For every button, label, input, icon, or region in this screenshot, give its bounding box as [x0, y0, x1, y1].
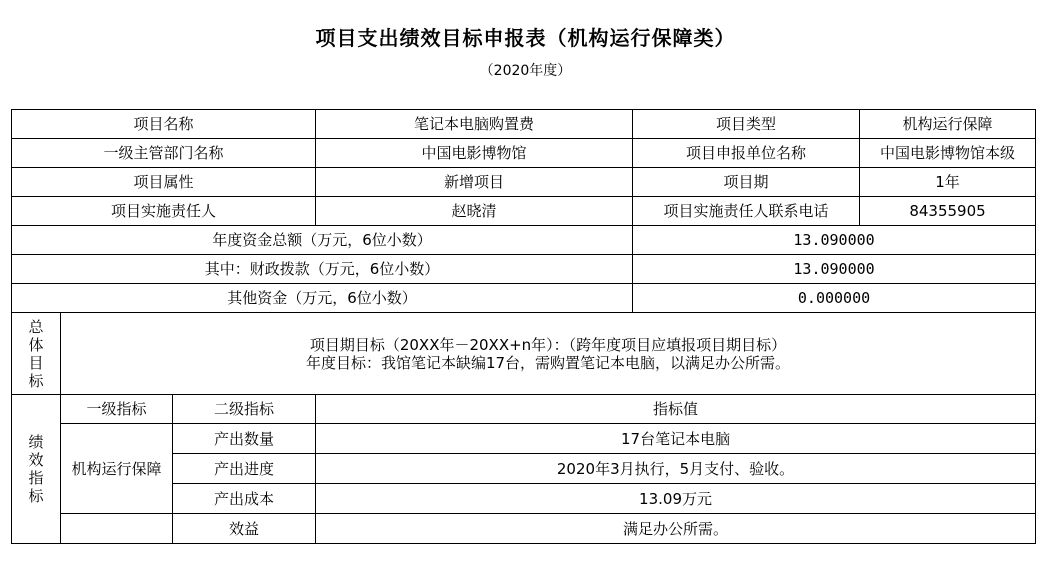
- level2-indicator: 产出数量: [173, 424, 316, 454]
- overall-goals-label: 总 体 目 标: [12, 313, 61, 395]
- indicator-value-header: 指标值: [316, 395, 1036, 424]
- level2-indicator: 效益: [173, 514, 316, 544]
- row-other-funds: [12, 284, 1036, 313]
- performance-goal-form: [11, 109, 1036, 544]
- page-subtitle-year: （2020年度）: [479, 63, 572, 79]
- project-period-value: 1年: [860, 168, 1036, 197]
- row-indicator-header: [12, 395, 1036, 424]
- project-attribute-value: 新增项目: [316, 168, 633, 197]
- other-funds-label: 其他资金（万元，6位小数）: [12, 284, 633, 313]
- page-title: 项目支出绩效目标申报表（机构运行保障类）: [315, 26, 736, 50]
- period-goal-text: 项目期目标（20XX年－20XX+n年）：（跨年度项目应填报项目期目标）: [309, 335, 787, 354]
- applicant-unit-value: 中国电影博物馆本级: [860, 139, 1036, 168]
- owner-phone-value: 84355905: [860, 197, 1036, 226]
- row-overall-goals: [12, 313, 1036, 395]
- row-owner: [12, 197, 1036, 226]
- level2-indicator-header: 二级指标: [173, 395, 316, 424]
- other-funds-value: 0.000000: [633, 284, 1036, 313]
- owner-label: 项目实施责任人: [12, 197, 316, 226]
- level2-indicator: 产出进度: [173, 454, 316, 484]
- total-funds-label: 年度资金总额（万元，6位小数）: [12, 226, 633, 255]
- department-label: 一级主管部门名称: [12, 139, 316, 168]
- project-name-label: 项目名称: [12, 110, 316, 139]
- project-attribute-label: 项目属性: [12, 168, 316, 197]
- project-type-value: 机构运行保障: [860, 110, 1036, 139]
- performance-indicators-label: 绩 效 指 标: [12, 395, 61, 544]
- project-period-label: 项目期: [633, 168, 860, 197]
- row-fiscal-funds: [12, 255, 1036, 284]
- row-department: [12, 139, 1036, 168]
- fiscal-funds-label: 其中：财政拨款（万元，6位小数）: [12, 255, 633, 284]
- indicator-value: 2020年3月执行，5月支付、验收。: [316, 454, 1036, 484]
- owner-value: 赵晓清: [316, 197, 633, 226]
- level1-indicator-header: 一级指标: [61, 395, 173, 424]
- row-project-name: [12, 110, 1036, 139]
- table-row: [12, 424, 1036, 454]
- annual-goal-text: 年度目标：我馆笔记本缺编17台，需购置笔记本电脑，以满足办公所需。: [305, 353, 791, 372]
- fiscal-funds-value: 13.090000: [633, 255, 1036, 284]
- level1-indicator-empty: [61, 514, 173, 544]
- project-type-label: 项目类型: [633, 110, 860, 139]
- total-funds-value: 13.090000: [633, 226, 1036, 255]
- row-attribute: [12, 168, 1036, 197]
- table-row: [12, 514, 1036, 544]
- level1-indicator-value: 机构运行保障: [61, 424, 173, 514]
- row-total-funds: [12, 226, 1036, 255]
- department-value: 中国电影博物馆: [316, 139, 633, 168]
- applicant-unit-label: 项目申报单位名称: [633, 139, 860, 168]
- owner-phone-label: 项目实施责任人联系电话: [633, 197, 860, 226]
- overall-goals-text: [61, 313, 1036, 395]
- indicator-value: 13.09万元: [316, 484, 1036, 514]
- indicator-value: 17台笔记本电脑: [316, 424, 1036, 454]
- level2-indicator: 产出成本: [173, 484, 316, 514]
- indicator-value: 满足办公所需。: [316, 514, 1036, 544]
- project-name-value: 笔记本电脑购置费: [316, 110, 633, 139]
